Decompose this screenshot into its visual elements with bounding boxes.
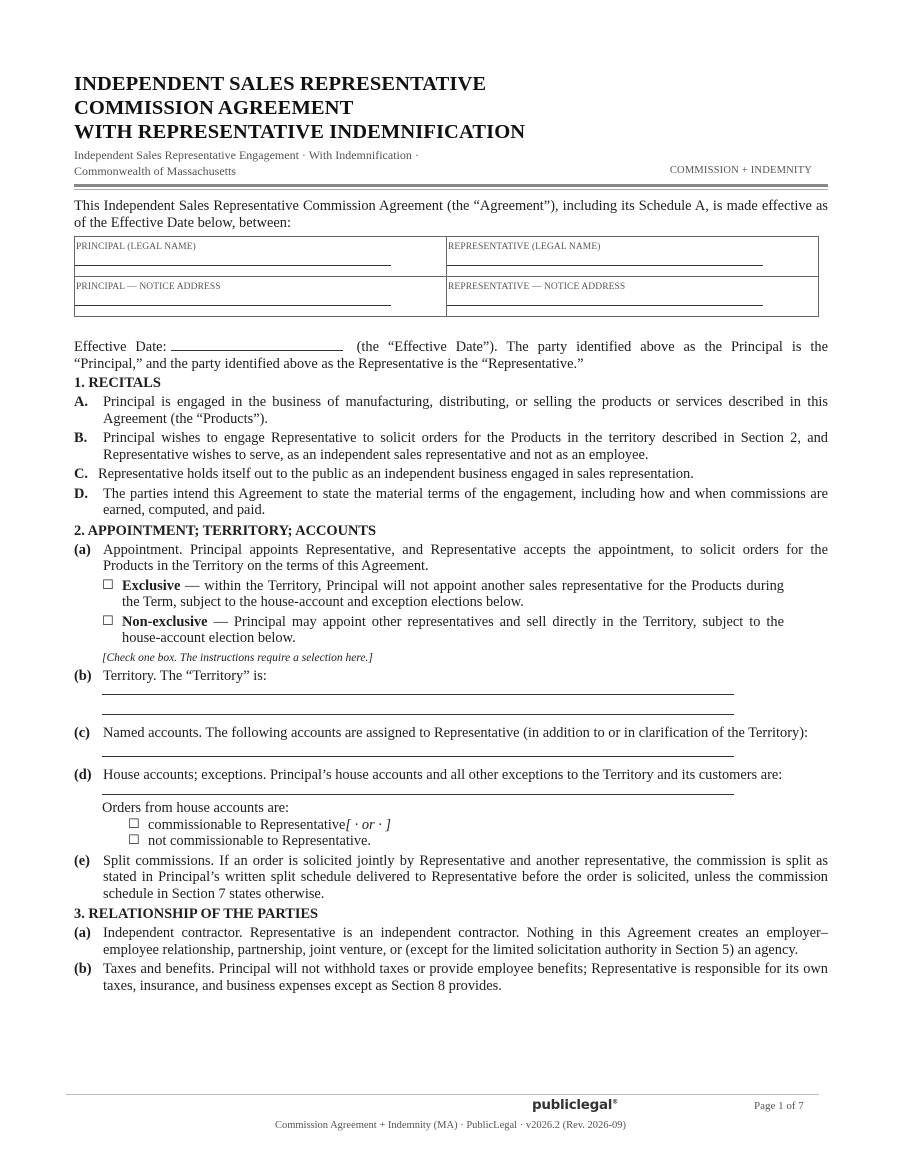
territory-line-2[interactable] bbox=[102, 713, 734, 715]
section-1-heading: 1. RECITALS bbox=[74, 375, 161, 391]
recital-text: Principal wishes to engage Representative to solicit orders for the Products in the territory described in Section 2, and Representative wishes to serve, as an independent sales representative and not as an employee. bbox=[103, 430, 828, 463]
title-line-3: WITH REPRESENTATIVE INDEMNIFICATION bbox=[74, 121, 526, 143]
exclusive-title: Exclusive bbox=[122, 577, 181, 594]
clause-text: Named accounts. The following accounts are assigned to Representative (in addition to or in clarification of the Territory): bbox=[103, 725, 808, 741]
clause-label: (b) bbox=[74, 667, 92, 684]
effective-date-text: (the “Effective Date”). The party identified above as the Principal is the “Principal,” and the party identified above as the Representative is the “Representative.” bbox=[74, 339, 828, 372]
clause-2e bbox=[74, 853, 828, 903]
clause-text: House accounts; exceptions. Principal’s house accounts and all other exceptions to the Territory and its customers are: bbox=[103, 766, 783, 783]
effective-date-label: Effective Date: bbox=[74, 339, 167, 355]
clause-2b bbox=[74, 668, 828, 685]
parties-table bbox=[74, 236, 819, 317]
clause-text: Territory. The “Territory” is: bbox=[103, 667, 267, 684]
representative-name-label: REPRESENTATIVE (LEGAL NAME) bbox=[448, 242, 601, 252]
recital-label: B. bbox=[74, 430, 88, 446]
principal-address-cell[interactable] bbox=[75, 277, 447, 317]
section-2-heading: 2. APPOINTMENT; TERRITORY; ACCOUNTS bbox=[74, 522, 377, 539]
footer-rule bbox=[66, 1094, 819, 1095]
clause-text: Independent contractor. Representative is an independent contractor. Nothing in this Agreement creates an employer–employee relationship, partnership, joint venture, or (except for the limited solicitation authority in Section 5) an agency. bbox=[103, 925, 828, 958]
nonexclusive-text: — Principal may appoint other representatives and sell directly in the Territory, subject to the house-account election below. bbox=[122, 613, 784, 646]
representative-name-cell[interactable] bbox=[447, 237, 819, 277]
principal-name-line bbox=[75, 265, 391, 266]
named-accounts-line[interactable] bbox=[102, 755, 734, 757]
title-line-1: INDEPENDENT SALES REPRESENTATIVE bbox=[74, 73, 487, 95]
effective-date-paragraph bbox=[74, 338, 828, 372]
clause-label: (e) bbox=[74, 852, 90, 869]
intro-paragraph: This Independent Sales Representative Commission Agreement (the “Agreement”), including its Schedule A, is made effective as of the Effective Date below, between: bbox=[74, 198, 828, 231]
clause-2c bbox=[74, 725, 828, 742]
title-line-2: COMMISSION AGREEMENT bbox=[74, 97, 354, 119]
clause-label: (a) bbox=[74, 925, 91, 941]
house-orders-text: Orders from house accounts are: bbox=[102, 800, 290, 816]
commissionable-option[interactable] bbox=[128, 817, 828, 834]
effective-date-blank[interactable] bbox=[171, 338, 343, 351]
representative-address-line bbox=[447, 305, 763, 306]
not-commissionable-option[interactable] bbox=[128, 833, 828, 850]
commissionable-tail: [ · or · ] bbox=[345, 816, 392, 833]
recital-text: The parties intend this Agreement to state the material terms of the engagement, including how and when commissions are earned, computed, and paid. bbox=[103, 485, 828, 518]
clause-text: Appointment. Principal appoints Representative, and Representative accepts the appointment, to solicit orders for the Products in the Territory on the terms of this Agreement. bbox=[103, 541, 828, 574]
clause-text: Split commissions. If an order is solicited jointly by Representative and another representative, the commission is split as stated in Principal’s written split schedule delivered to Representative before the order is solicited, unless the commission schedule in Section 7 states otherwise. bbox=[103, 852, 828, 902]
recital-text: Principal is engaged in the business of manufacturing, distributing, or selling the products or services described in this Agreement (the “Products”). bbox=[103, 394, 828, 427]
publiclegal-logo: publiclegal® bbox=[532, 1097, 618, 1113]
territory-line-1[interactable] bbox=[102, 693, 734, 695]
clause-3b bbox=[74, 961, 828, 994]
recital-label: D. bbox=[74, 485, 88, 502]
document-meta bbox=[74, 147, 828, 179]
recital-d bbox=[74, 486, 828, 519]
principal-name-label: PRINCIPAL (LEGAL NAME) bbox=[76, 242, 196, 252]
exclusive-text: — within the Territory, Principal will not appoint another sales representative for the Products during the Term, subject to the house-account and exception elections below. bbox=[122, 577, 784, 610]
exclusive-checkbox[interactable]: ☐ bbox=[102, 577, 114, 593]
footer-text: Commission Agreement + Indemnity (MA) · PublicLegal · v2026.2 (Rev. 2026-09) bbox=[274, 1120, 627, 1131]
document-tag: COMMISSION + INDEMNITY bbox=[669, 165, 812, 176]
representative-address-cell[interactable] bbox=[447, 277, 819, 317]
jurisdiction: Commonwealth of Massachusetts bbox=[74, 164, 236, 178]
commissionable-checkbox[interactable]: ☐ bbox=[128, 816, 140, 832]
clause-label: (d) bbox=[74, 766, 92, 783]
principal-address-line bbox=[75, 305, 391, 306]
page-number: Page 1 of 7 bbox=[754, 1100, 804, 1112]
document-subtitle: Independent Sales Representative Engagement · With Indemnification · bbox=[74, 148, 419, 162]
house-accounts-line[interactable] bbox=[102, 793, 734, 795]
clause-3a bbox=[74, 925, 828, 958]
nonexclusive-title: Non-exclusive bbox=[122, 613, 208, 630]
clause-2a bbox=[74, 542, 828, 575]
clause-label: (c) bbox=[74, 725, 90, 741]
header-rule bbox=[74, 184, 828, 187]
nonexclusive-checkbox[interactable]: ☐ bbox=[102, 613, 114, 629]
principal-address-label: PRINCIPAL — NOTICE ADDRESS bbox=[76, 282, 221, 292]
representative-address-label: REPRESENTATIVE — NOTICE ADDRESS bbox=[448, 282, 626, 292]
principal-name-cell[interactable] bbox=[75, 237, 447, 277]
recital-text: Representative holds itself out to the public as an independent business engaged in sales representation. bbox=[98, 466, 694, 482]
document-page bbox=[74, 72, 828, 997]
header-rule-thin bbox=[74, 189, 828, 190]
recital-label: C. bbox=[74, 466, 88, 482]
recital-b bbox=[74, 430, 828, 463]
check-instruction-note: [Check one box. The instructions require a selection here.] bbox=[102, 651, 373, 664]
clause-text: Taxes and benefits. Principal will not withhold taxes or provide employee benefits; Representative is responsible for its own taxes, insurance, and business expenses except as Section 8 provides. bbox=[103, 961, 828, 994]
recital-label: A. bbox=[74, 394, 88, 410]
exclusive-option[interactable] bbox=[102, 578, 828, 611]
recital-c bbox=[74, 466, 828, 483]
commissionable-text: commissionable to Representative bbox=[148, 816, 346, 833]
clause-2d bbox=[74, 767, 828, 784]
clause-label: (a) bbox=[74, 541, 91, 558]
not-commissionable-text: not commissionable to Representative. bbox=[148, 833, 372, 849]
clause-label: (b) bbox=[74, 961, 92, 977]
nonexclusive-option[interactable] bbox=[102, 614, 828, 647]
representative-name-line bbox=[447, 265, 763, 266]
not-commissionable-checkbox[interactable]: ☐ bbox=[128, 833, 140, 848]
document-title bbox=[74, 72, 828, 144]
section-3-heading: 3. RELATIONSHIP OF THE PARTIES bbox=[74, 906, 319, 922]
recital-a bbox=[74, 394, 828, 427]
